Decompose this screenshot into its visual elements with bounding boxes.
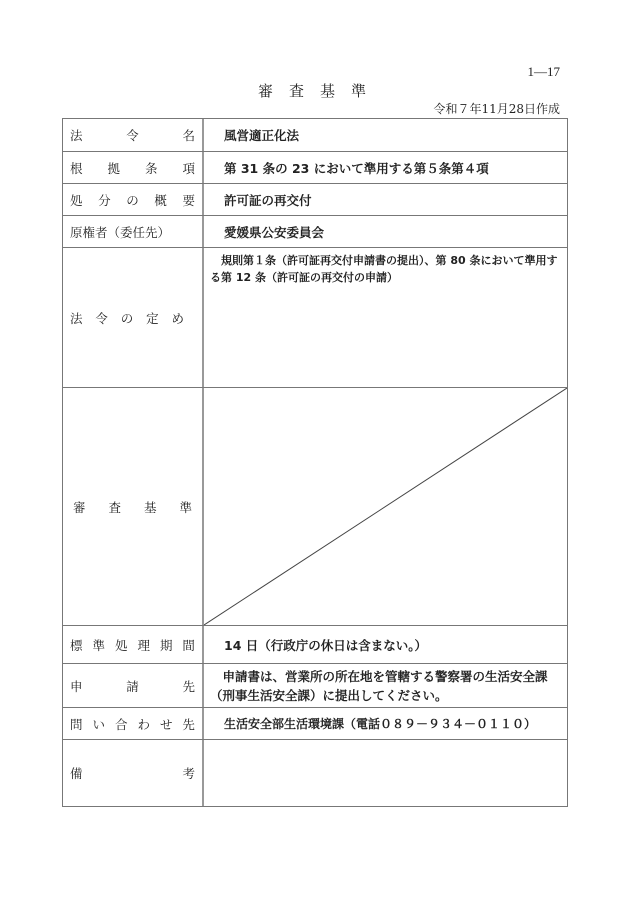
- row-processing-period: [63, 625, 567, 663]
- label-submit-to: 申 請 先: [63, 664, 204, 707]
- value-law-name: 風営適正化法: [224, 128, 300, 143]
- value-submit-to: 申請書は、営業所の所在地を管轄する警察署の生活安全課（刑事生活安全課）に提出してください。: [210, 668, 548, 703]
- page-number: 1—17: [527, 64, 560, 79]
- value-basis-article: 第 31 条の 23 において準用する第５条第４項: [224, 160, 489, 176]
- value-remarks: [204, 740, 567, 806]
- value-review-standard-empty: [204, 388, 567, 625]
- diagonal-strike-line: [204, 388, 567, 625]
- row-review-standard: [63, 387, 567, 625]
- label-remarks: 備 考: [63, 740, 204, 806]
- value-authority: 愛媛県公安委員会: [224, 224, 325, 240]
- label-basis-article: 根 拠 条 項: [63, 152, 204, 183]
- value-processing-period: 14 日（行政庁の休日は含まない。）: [224, 637, 427, 653]
- label-legal-provisions: 法 令 の 定 め: [63, 248, 204, 387]
- row-disposition-summary: [63, 183, 567, 215]
- review-standards-table: [62, 118, 568, 807]
- row-inquiries: [63, 707, 567, 739]
- label-review-standard: 審 査 基 準: [63, 388, 204, 625]
- row-law-name: [63, 119, 567, 151]
- document-title: 審査基準: [257, 82, 382, 100]
- row-submit-to: [63, 663, 567, 707]
- label-authority: 原権者（委任先）: [63, 216, 204, 247]
- label-disposition-summary: 処 分 の 概 要: [63, 184, 204, 215]
- value-inquiries: 生活安全部生活環境課（電話０８９－９３４－０１１０）: [224, 717, 537, 731]
- row-authority: [63, 215, 567, 247]
- row-legal-provisions: [63, 247, 567, 387]
- value-legal-provisions: 規則第１条（許可証再交付申請書の提出）、第 80 条において準用する第 12 条（許可証の再交付の申請）: [210, 254, 558, 284]
- row-remarks: [63, 739, 567, 806]
- label-inquiries: 問 い 合 わ せ 先: [63, 708, 204, 739]
- value-disposition-summary: 許可証の再交付: [224, 192, 312, 208]
- label-law-name: 法 令 名: [63, 119, 204, 151]
- creation-date: 令和７年11月28日作成: [433, 102, 560, 116]
- row-basis-article: [63, 151, 567, 183]
- label-processing-period: 標 準 処 理 期 間: [63, 626, 204, 663]
